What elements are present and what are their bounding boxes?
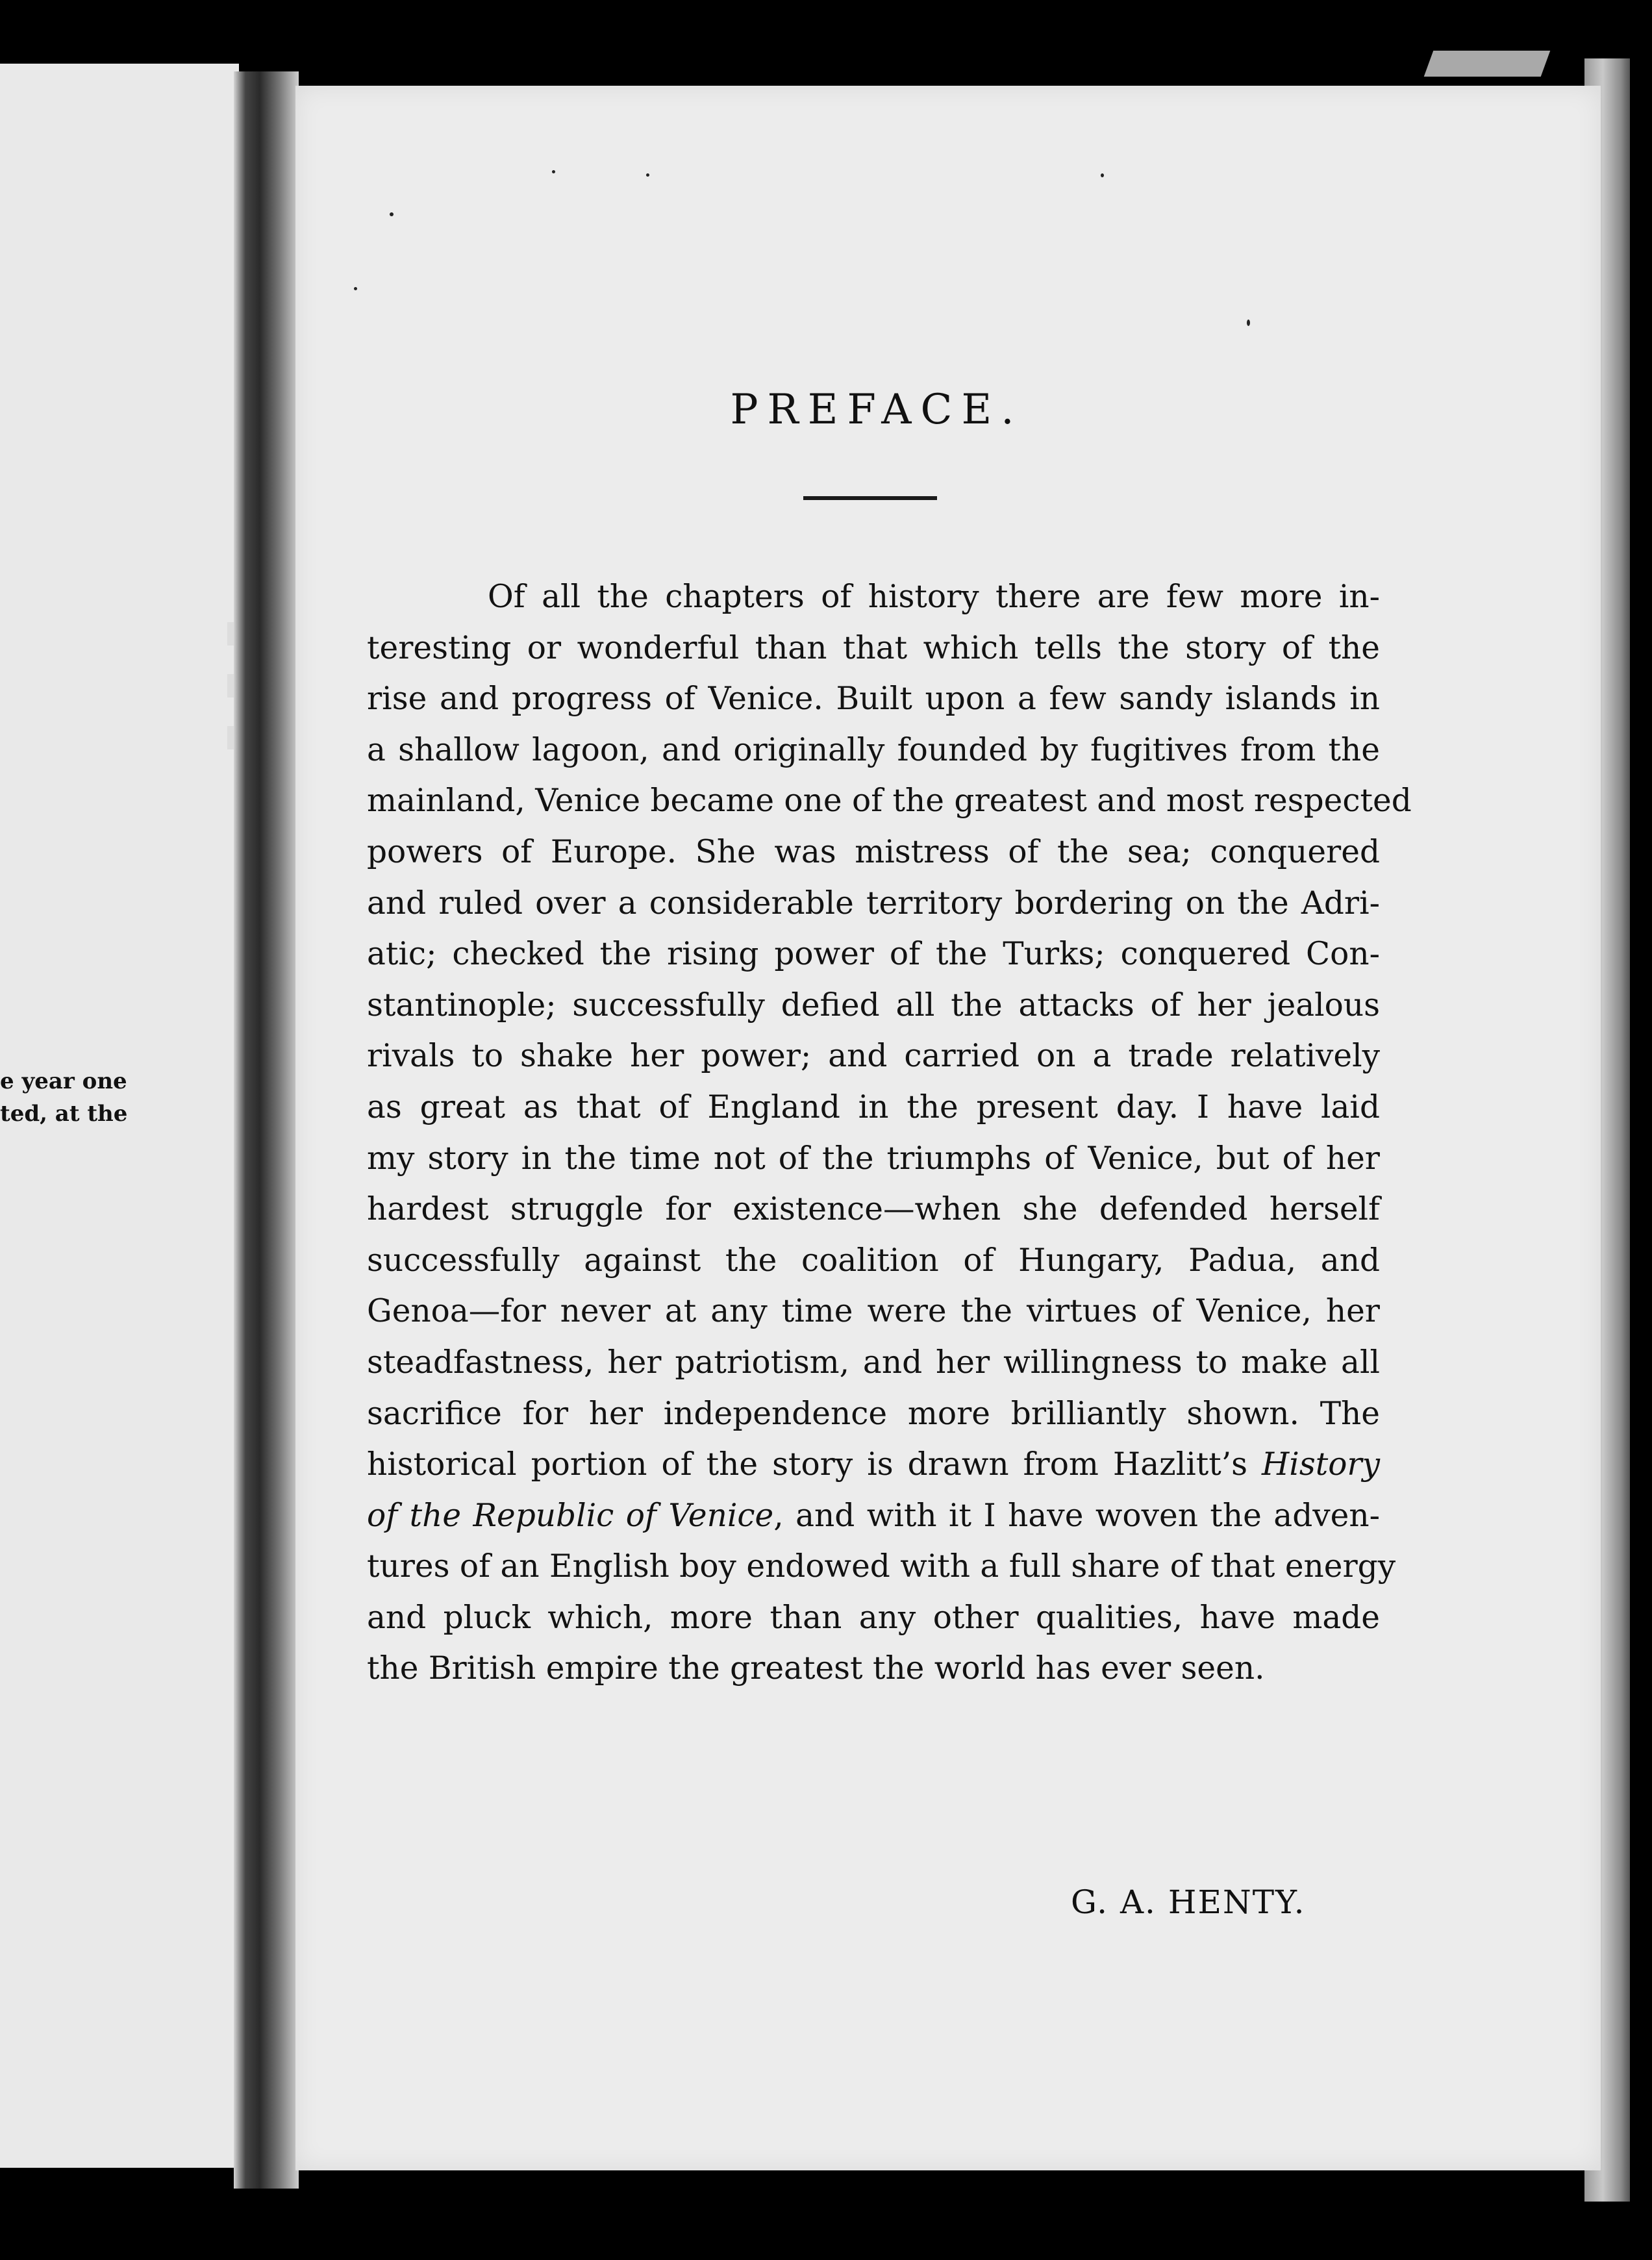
book-title-italic: History xyxy=(1262,1446,1380,1483)
page-stack-top xyxy=(1424,51,1551,77)
paragraph-line: hardest struggle for existence—when she defended herself xyxy=(367,1191,1380,1228)
print-speck xyxy=(390,212,394,216)
paragraph-line: rise and progress of Venice. Built upon a few sandy islands in xyxy=(367,681,1380,718)
paragraph-line-roman: , and with it I have woven the adven- xyxy=(773,1497,1380,1534)
paragraph-line: and ruled over a considerable territory bordering on the Adri- xyxy=(367,885,1380,922)
print-speck xyxy=(646,173,649,177)
paragraph-line-roman: historical portion of the story is drawn from Hazlitt’s xyxy=(367,1446,1262,1483)
print-speck xyxy=(1101,173,1104,177)
paragraph-line: stantinople; successfully defied all the attacks of her jealous xyxy=(367,986,1380,1023)
paragraph-line: successfully against the coalition of Hungary, Padua, and xyxy=(367,1242,1380,1279)
preface-page xyxy=(295,86,1601,2170)
print-speck xyxy=(354,287,357,290)
paragraph-line: rivals to shake her power; and carried on a trade relatively xyxy=(367,1038,1380,1075)
title-rule xyxy=(803,496,937,500)
page-title: PREFACE. xyxy=(730,386,1023,434)
paragraph-line: Genoa—for never at any time were the virtues of Venice, her xyxy=(367,1293,1380,1330)
preface-paragraph xyxy=(367,571,1412,1694)
paragraph-line: sacrifice for her independence more brilliantly shown. The xyxy=(367,1395,1380,1432)
paragraph-line: Of all the chapters of history there are few more in- xyxy=(488,579,1380,615)
paragraph-line: powers of Europe. She was mistress of the sea; conquered xyxy=(367,833,1380,870)
paragraph-line: the British empire the greatest the world has ever seen. xyxy=(367,1650,1265,1687)
facing-page-text-line: ted, at the xyxy=(0,1101,128,1127)
print-speck xyxy=(552,170,555,173)
print-speck xyxy=(1247,320,1250,326)
paragraph-line: steadfastness, her patriotism, and her willingness to make all xyxy=(367,1344,1380,1381)
book-title-italic: of the Republic of Venice xyxy=(367,1497,774,1534)
paragraph-line: mainland, Venice became one of the greatest and most respected xyxy=(367,783,1412,820)
facing-page-text-line: e year one xyxy=(0,1068,127,1094)
paragraph-line xyxy=(367,1439,1380,1490)
paragraph-line: atic; checked the rising power of the Turks; conquered Con- xyxy=(367,936,1380,973)
facing-page xyxy=(0,64,239,2168)
author-signature: G. A. HENTY. xyxy=(1071,1883,1306,1921)
paragraph-line: teresting or wonderful than that which tells the story of the xyxy=(367,629,1380,666)
paragraph-line: as great as that of England in the present day. I have laid xyxy=(367,1088,1380,1125)
paragraph-line: tures of an English boy endowed with a full share of that energy xyxy=(367,1548,1396,1585)
paragraph-line: and pluck which, more than any other qualities, have made xyxy=(367,1599,1380,1636)
paragraph-line xyxy=(367,1490,1380,1542)
paragraph-line: my story in the time not of the triumphs of Venice, but of her xyxy=(367,1140,1380,1177)
paragraph-line: a shallow lagoon, and originally founded by fugitives from the xyxy=(367,731,1380,768)
